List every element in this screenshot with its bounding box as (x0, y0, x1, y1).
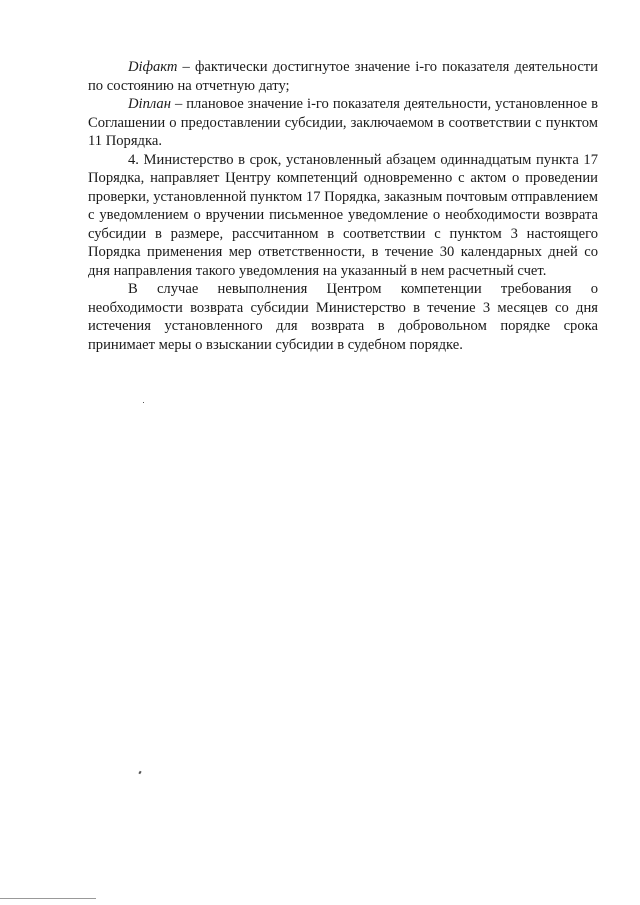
variable-diplan: Diплан (128, 96, 171, 112)
scan-mark (138, 771, 141, 775)
scan-speck (143, 402, 144, 403)
paragraph-difakt (88, 58, 598, 95)
paragraph-diplan (88, 95, 598, 151)
paragraph-non-compliance: В случае невыполнения Центром компетенции требования о необходимости возврата субсидии Министерство в течение 3 месяцев со дня истечения установленного для возврата в добровольном порядке срока принимает меры о взыскании субсидии в судебном порядке. (88, 281, 598, 353)
paragraph-difakt-text: – фактически достигнутое значение i-го показателя деятельности по состоянию на отчетную дату; (88, 59, 598, 94)
variable-difakt: Diфакт (128, 59, 178, 75)
document-body (88, 58, 598, 354)
bottom-edge-line (0, 898, 96, 899)
paragraph-item-4: 4. Министерство в срок, установленный абзацем одиннадцатым пункта 17 Порядка, направляет Центру компетенций одновременно с актом о проведении проверки, установленной пунктом 17 Порядка, заказным почтовым отправлением с уведомлением о вручении письменное уведомление о необходимости возврата субсидии в размере, рассчитанном в соответствии с пунктом 3 настоящего Порядка применения мер ответственности, в течение 30 календарных дней со дня направления такого уведомления на указанный в нем расчетный счет. (88, 151, 598, 279)
paragraph-diplan-text: – плановое значение i-го показателя деятельности, установленное в Соглашении о предоставлении субсидии, заключаемом в соответствии с пунктом 11 Порядка. (88, 96, 598, 149)
